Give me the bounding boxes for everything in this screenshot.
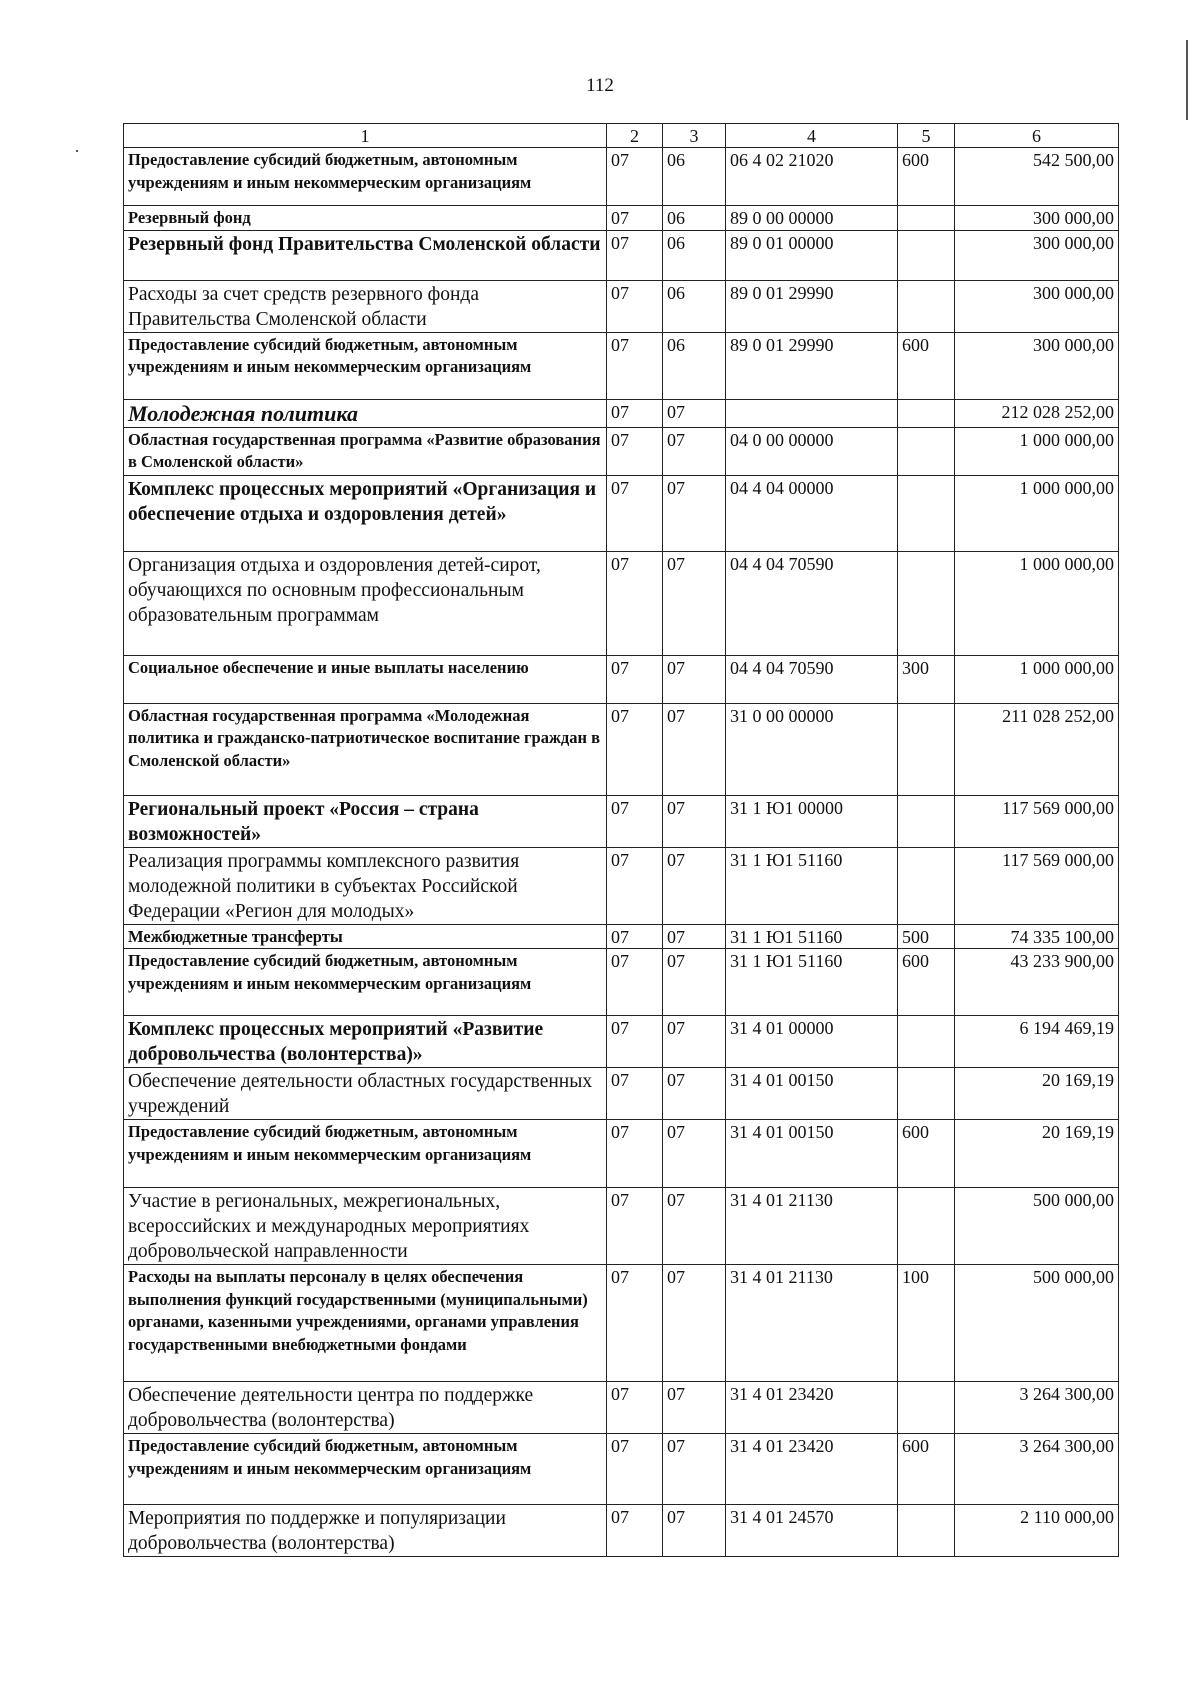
budget-table [123,123,1119,1557]
table-row [124,1434,1119,1505]
row-amount-cell: 300 000,00 [955,206,1119,231]
row-expense-type-cell: 600 [898,949,955,1016]
row-name-cell: Областная государственная программа «Развитие образования в Смоленской области» [124,427,607,475]
row-target-article-cell: 31 4 01 21130 [726,1265,898,1382]
row-subsection-cell: 07 [663,924,726,949]
row-amount-cell: 3 264 300,00 [955,1382,1119,1434]
row-amount-cell: 20 169,19 [955,1068,1119,1120]
row-subsection-cell: 07 [663,655,726,703]
row-expense-type-cell [898,703,955,795]
row-subsection-cell: 07 [663,949,726,1016]
row-name-cell: Мероприятия по поддержке и популяризации добровольчества (волонтерства) [124,1505,607,1557]
row-subsection-cell: 07 [663,1120,726,1188]
row-section-cell: 07 [607,1120,663,1188]
row-subsection-cell: 07 [663,1505,726,1557]
row-section-cell: 07 [607,1434,663,1505]
row-expense-type-cell: 600 [898,148,955,206]
row-name-cell: Предоставление субсидий бюджетным, автономным учреждениям и иным некоммерческим организациям [124,148,607,206]
row-name-cell: Обеспечение деятельности областных государственных учреждений [124,1068,607,1120]
table-row [124,949,1119,1016]
row-section-cell: 07 [607,1382,663,1434]
table-row [124,1120,1119,1188]
row-subsection-cell: 06 [663,206,726,231]
row-amount-cell: 211 028 252,00 [955,703,1119,795]
row-name-cell: Региональный проект «Россия – страна возможностей» [124,795,607,847]
row-target-article-cell: 31 1 Ю1 51160 [726,847,898,924]
column-header: 3 [663,124,726,148]
row-target-article-cell: 04 4 04 00000 [726,475,898,551]
row-expense-type-cell [898,206,955,231]
row-subsection-cell: 07 [663,1382,726,1434]
row-section-cell: 07 [607,949,663,1016]
row-target-article-cell: 06 4 02 21020 [726,148,898,206]
row-target-article-cell: 31 4 01 23420 [726,1382,898,1434]
row-subsection-cell: 07 [663,703,726,795]
row-expense-type-cell [898,1188,955,1265]
table-row [124,1016,1119,1068]
table-row [124,1505,1119,1557]
row-name-cell: Предоставление субсидий бюджетным, автономным учреждениям и иным некоммерческим организациям [124,949,607,1016]
row-amount-cell: 300 000,00 [955,280,1119,332]
budget-table-body [124,124,1119,1557]
row-amount-cell: 1 000 000,00 [955,427,1119,475]
table-row [124,703,1119,795]
page-number: 112 [586,75,614,96]
row-name-cell: Резервный фонд [124,206,607,231]
row-amount-cell: 1 000 000,00 [955,551,1119,655]
row-amount-cell: 74 335 100,00 [955,924,1119,949]
table-row [124,332,1119,399]
row-section-cell: 07 [607,206,663,231]
row-expense-type-cell: 100 [898,1265,955,1382]
row-subsection-cell: 06 [663,148,726,206]
row-name-cell: Расходы на выплаты персоналу в целях обеспечения выполнения функций государственными (муниципальными) органами, казенными учреждениями, органами управления государственными внебюджетными фондами [124,1265,607,1382]
row-section-cell: 07 [607,280,663,332]
row-target-article-cell: 31 4 01 24570 [726,1505,898,1557]
row-target-article-cell: 89 0 01 00000 [726,230,898,280]
row-subsection-cell: 07 [663,1016,726,1068]
row-section-cell: 07 [607,655,663,703]
row-amount-cell: 20 169,19 [955,1120,1119,1188]
row-amount-cell: 117 569 000,00 [955,795,1119,847]
table-row [124,206,1119,231]
table-row [124,1382,1119,1434]
row-section-cell: 07 [607,230,663,280]
row-expense-type-cell [898,1016,955,1068]
row-target-article-cell [726,399,898,427]
row-amount-cell: 500 000,00 [955,1188,1119,1265]
row-target-article-cell: 31 1 Ю1 51160 [726,924,898,949]
row-expense-type-cell [898,230,955,280]
row-subsection-cell: 06 [663,230,726,280]
row-name-cell: Организация отдыха и оздоровления детей-сирот, обучающихся по основным профессиональным образовательным программам [124,551,607,655]
row-subsection-cell: 07 [663,551,726,655]
table-row [124,655,1119,703]
row-section-cell: 07 [607,924,663,949]
row-amount-cell: 43 233 900,00 [955,949,1119,1016]
row-target-article-cell: 31 4 01 21130 [726,1188,898,1265]
table-row [124,475,1119,551]
scan-dot [76,150,78,152]
row-amount-cell: 6 194 469,19 [955,1016,1119,1068]
row-name-cell: Предоставление субсидий бюджетным, автономным учреждениям и иным некоммерческим организациям [124,1434,607,1505]
row-target-article-cell: 89 0 01 29990 [726,332,898,399]
row-section-cell: 07 [607,399,663,427]
row-target-article-cell: 89 0 00 00000 [726,206,898,231]
row-subsection-cell: 07 [663,475,726,551]
row-expense-type-cell [898,847,955,924]
row-target-article-cell: 04 4 04 70590 [726,655,898,703]
row-section-cell: 07 [607,475,663,551]
row-section-cell: 07 [607,703,663,795]
table-row [124,427,1119,475]
row-amount-cell: 2 110 000,00 [955,1505,1119,1557]
row-section-cell: 07 [607,332,663,399]
row-name-cell: Участие в региональных, межрегиональных, всероссийских и международных мероприятиях добровольческой направленности [124,1188,607,1265]
row-subsection-cell: 07 [663,1265,726,1382]
row-name-cell: Молодежная политика [124,399,607,427]
column-header: 6 [955,124,1119,148]
table-row [124,795,1119,847]
table-row [124,1265,1119,1382]
row-expense-type-cell: 300 [898,655,955,703]
row-amount-cell: 542 500,00 [955,148,1119,206]
table-row [124,924,1119,949]
row-amount-cell: 117 569 000,00 [955,847,1119,924]
row-name-cell: Комплекс процессных мероприятий «Развитие добровольчества (волонтерства)» [124,1016,607,1068]
row-subsection-cell: 07 [663,1188,726,1265]
row-name-cell: Реализация программы комплексного развития молодежной политики в субъектах Российской Федерации «Регион для молодых» [124,847,607,924]
row-section-cell: 07 [607,1068,663,1120]
row-name-cell: Социальное обеспечение и иные выплаты населению [124,655,607,703]
row-expense-type-cell [898,280,955,332]
row-expense-type-cell: 500 [898,924,955,949]
row-expense-type-cell: 600 [898,1120,955,1188]
row-section-cell: 07 [607,148,663,206]
row-target-article-cell: 04 4 04 70590 [726,551,898,655]
row-expense-type-cell: 600 [898,1434,955,1505]
row-name-cell: Обеспечение деятельности центра по поддержке добровольчества (волонтерства) [124,1382,607,1434]
row-subsection-cell: 07 [663,1434,726,1505]
row-target-article-cell: 31 4 01 23420 [726,1434,898,1505]
table-row [124,399,1119,427]
column-header: 1 [124,124,607,148]
row-section-cell: 07 [607,1016,663,1068]
row-name-cell: Расходы за счет средств резервного фонда Правительства Смоленской области [124,280,607,332]
row-expense-type-cell [898,795,955,847]
row-subsection-cell: 07 [663,427,726,475]
table-row [124,1068,1119,1120]
row-name-cell: Предоставление субсидий бюджетным, автономным учреждениям и иным некоммерческим организациям [124,332,607,399]
row-name-cell: Комплекс процессных мероприятий «Организация и обеспечение отдыха и оздоровления детей» [124,475,607,551]
row-subsection-cell: 06 [663,280,726,332]
row-section-cell: 07 [607,1505,663,1557]
row-name-cell: Предоставление субсидий бюджетным, автономным учреждениям и иным некоммерческим организациям [124,1120,607,1188]
column-header: 2 [607,124,663,148]
scan-edge-mark [1186,40,1188,120]
row-expense-type-cell [898,475,955,551]
row-subsection-cell: 07 [663,399,726,427]
row-target-article-cell: 31 1 Ю1 00000 [726,795,898,847]
table-row [124,148,1119,206]
row-expense-type-cell [898,1505,955,1557]
row-amount-cell: 300 000,00 [955,230,1119,280]
row-subsection-cell: 07 [663,1068,726,1120]
table-row [124,551,1119,655]
row-section-cell: 07 [607,795,663,847]
table-row [124,1188,1119,1265]
row-amount-cell: 1 000 000,00 [955,475,1119,551]
row-section-cell: 07 [607,1265,663,1382]
row-target-article-cell: 31 4 01 00150 [726,1068,898,1120]
row-amount-cell: 1 000 000,00 [955,655,1119,703]
table-header-row [124,124,1119,148]
table-row [124,847,1119,924]
row-expense-type-cell [898,551,955,655]
row-amount-cell: 3 264 300,00 [955,1434,1119,1505]
row-name-cell: Областная государственная программа «Молодежная политика и гражданско-патриотическое воспитание граждан в Смоленской области» [124,703,607,795]
row-expense-type-cell [898,399,955,427]
row-amount-cell: 500 000,00 [955,1265,1119,1382]
row-section-cell: 07 [607,427,663,475]
row-name-cell: Резервный фонд Правительства Смоленской области [124,230,607,280]
row-amount-cell: 212 028 252,00 [955,399,1119,427]
row-target-article-cell: 31 4 01 00000 [726,1016,898,1068]
row-subsection-cell: 07 [663,795,726,847]
row-expense-type-cell: 600 [898,332,955,399]
row-section-cell: 07 [607,1188,663,1265]
row-subsection-cell: 07 [663,847,726,924]
row-target-article-cell: 31 1 Ю1 51160 [726,949,898,1016]
row-amount-cell: 300 000,00 [955,332,1119,399]
row-expense-type-cell [898,1382,955,1434]
table-row [124,280,1119,332]
table-row [124,230,1119,280]
row-section-cell: 07 [607,551,663,655]
row-target-article-cell: 04 0 00 00000 [726,427,898,475]
row-expense-type-cell [898,1068,955,1120]
row-target-article-cell: 31 4 01 00150 [726,1120,898,1188]
row-section-cell: 07 [607,847,663,924]
row-name-cell: Межбюджетные трансферты [124,924,607,949]
row-target-article-cell: 31 0 00 00000 [726,703,898,795]
row-expense-type-cell [898,427,955,475]
row-subsection-cell: 06 [663,332,726,399]
column-header: 5 [898,124,955,148]
column-header: 4 [726,124,898,148]
row-target-article-cell: 89 0 01 29990 [726,280,898,332]
